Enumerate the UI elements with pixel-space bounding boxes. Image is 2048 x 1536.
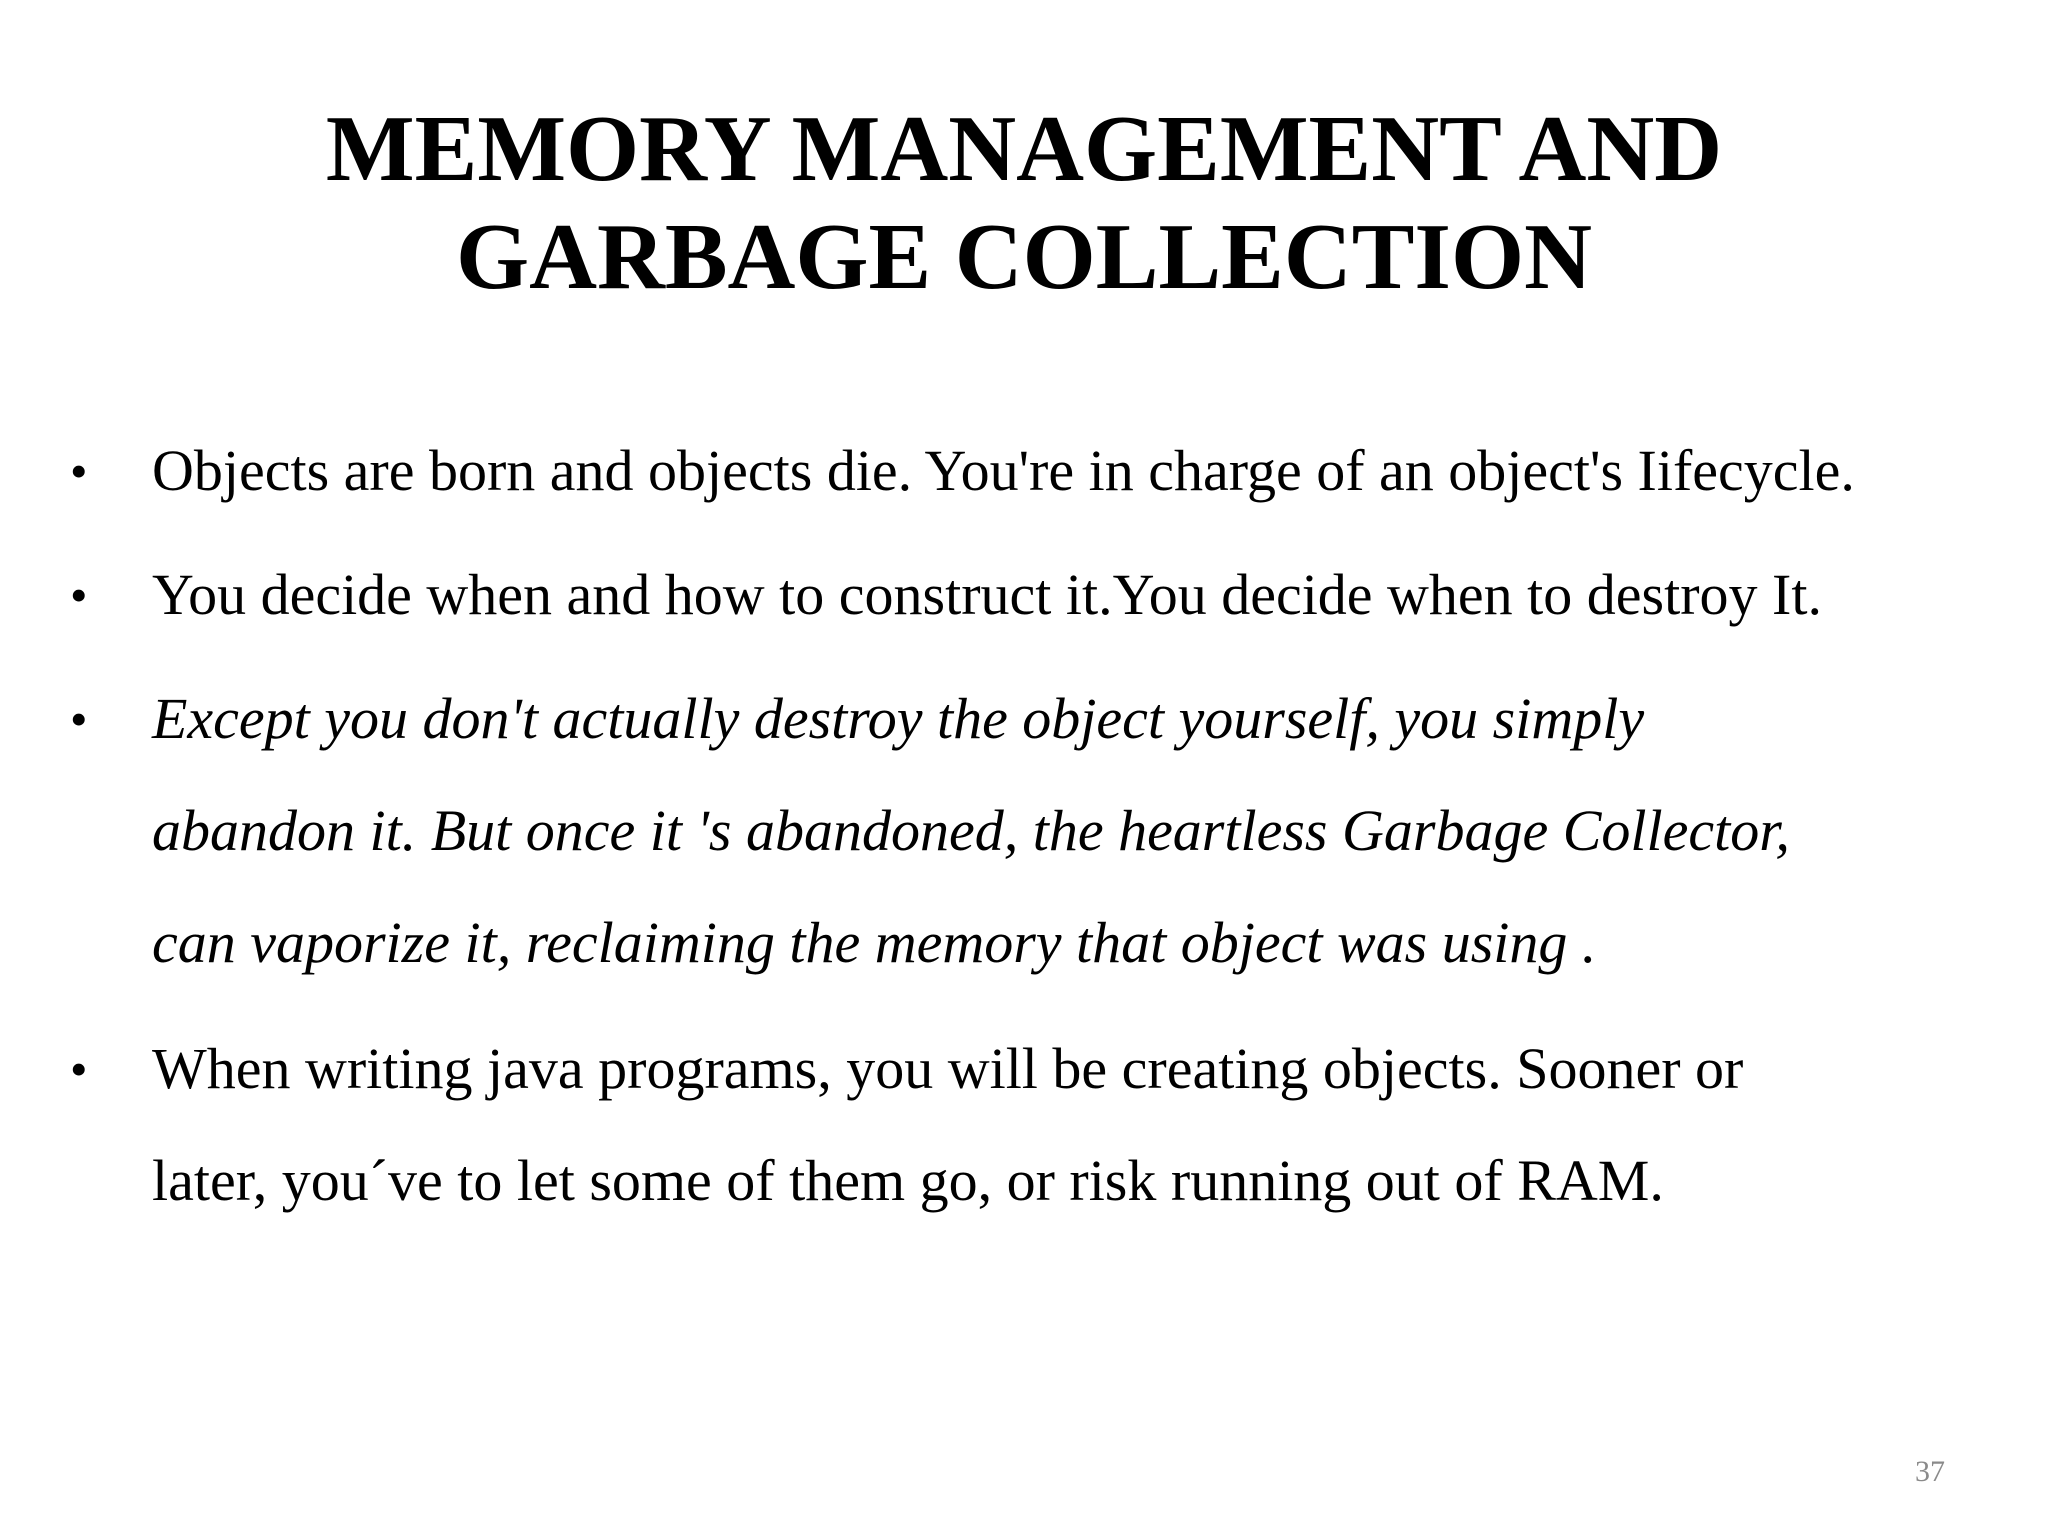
slide-title-line-2: GARBAGE COLLECTION (455, 205, 1593, 309)
bullet-line: Objects are born and objects die. You're in charge of an object's Iifecycle. (152, 438, 1855, 503)
bullet-text (152, 1013, 2032, 1237)
bullet-line: later, you´ve to let some of them go, or risk running out of RAM. (152, 1148, 1664, 1213)
bullet-text (152, 415, 2032, 527)
bullet-line: abandon it. But once it 's abandoned, the heartless Garbage Collector, (152, 798, 1790, 863)
bullet-line: can vaporize it, reclaiming the memory that object was using . (152, 910, 1597, 975)
bullet-dot: • (70, 567, 88, 623)
bullet-line: When writing java programs, you will be creating objects. Sooner or (152, 1036, 1744, 1101)
bullet-dot: • (70, 691, 88, 747)
bullet-text (152, 539, 2032, 651)
bullet-line: You decide when and how to construct it.You decide when to destroy It. (152, 562, 1822, 627)
slide-title-line-1: MEMORY MANAGEMENT AND (325, 97, 1723, 201)
page-number: 37 (1915, 1455, 1945, 1488)
bullet-text (152, 663, 2032, 999)
bullet-line: Except you don't actually destroy the object yourself, you simply (152, 686, 1645, 751)
bullet-dot: • (70, 1041, 88, 1097)
bullet-dot: • (70, 443, 88, 499)
slide-title (0, 95, 2048, 311)
